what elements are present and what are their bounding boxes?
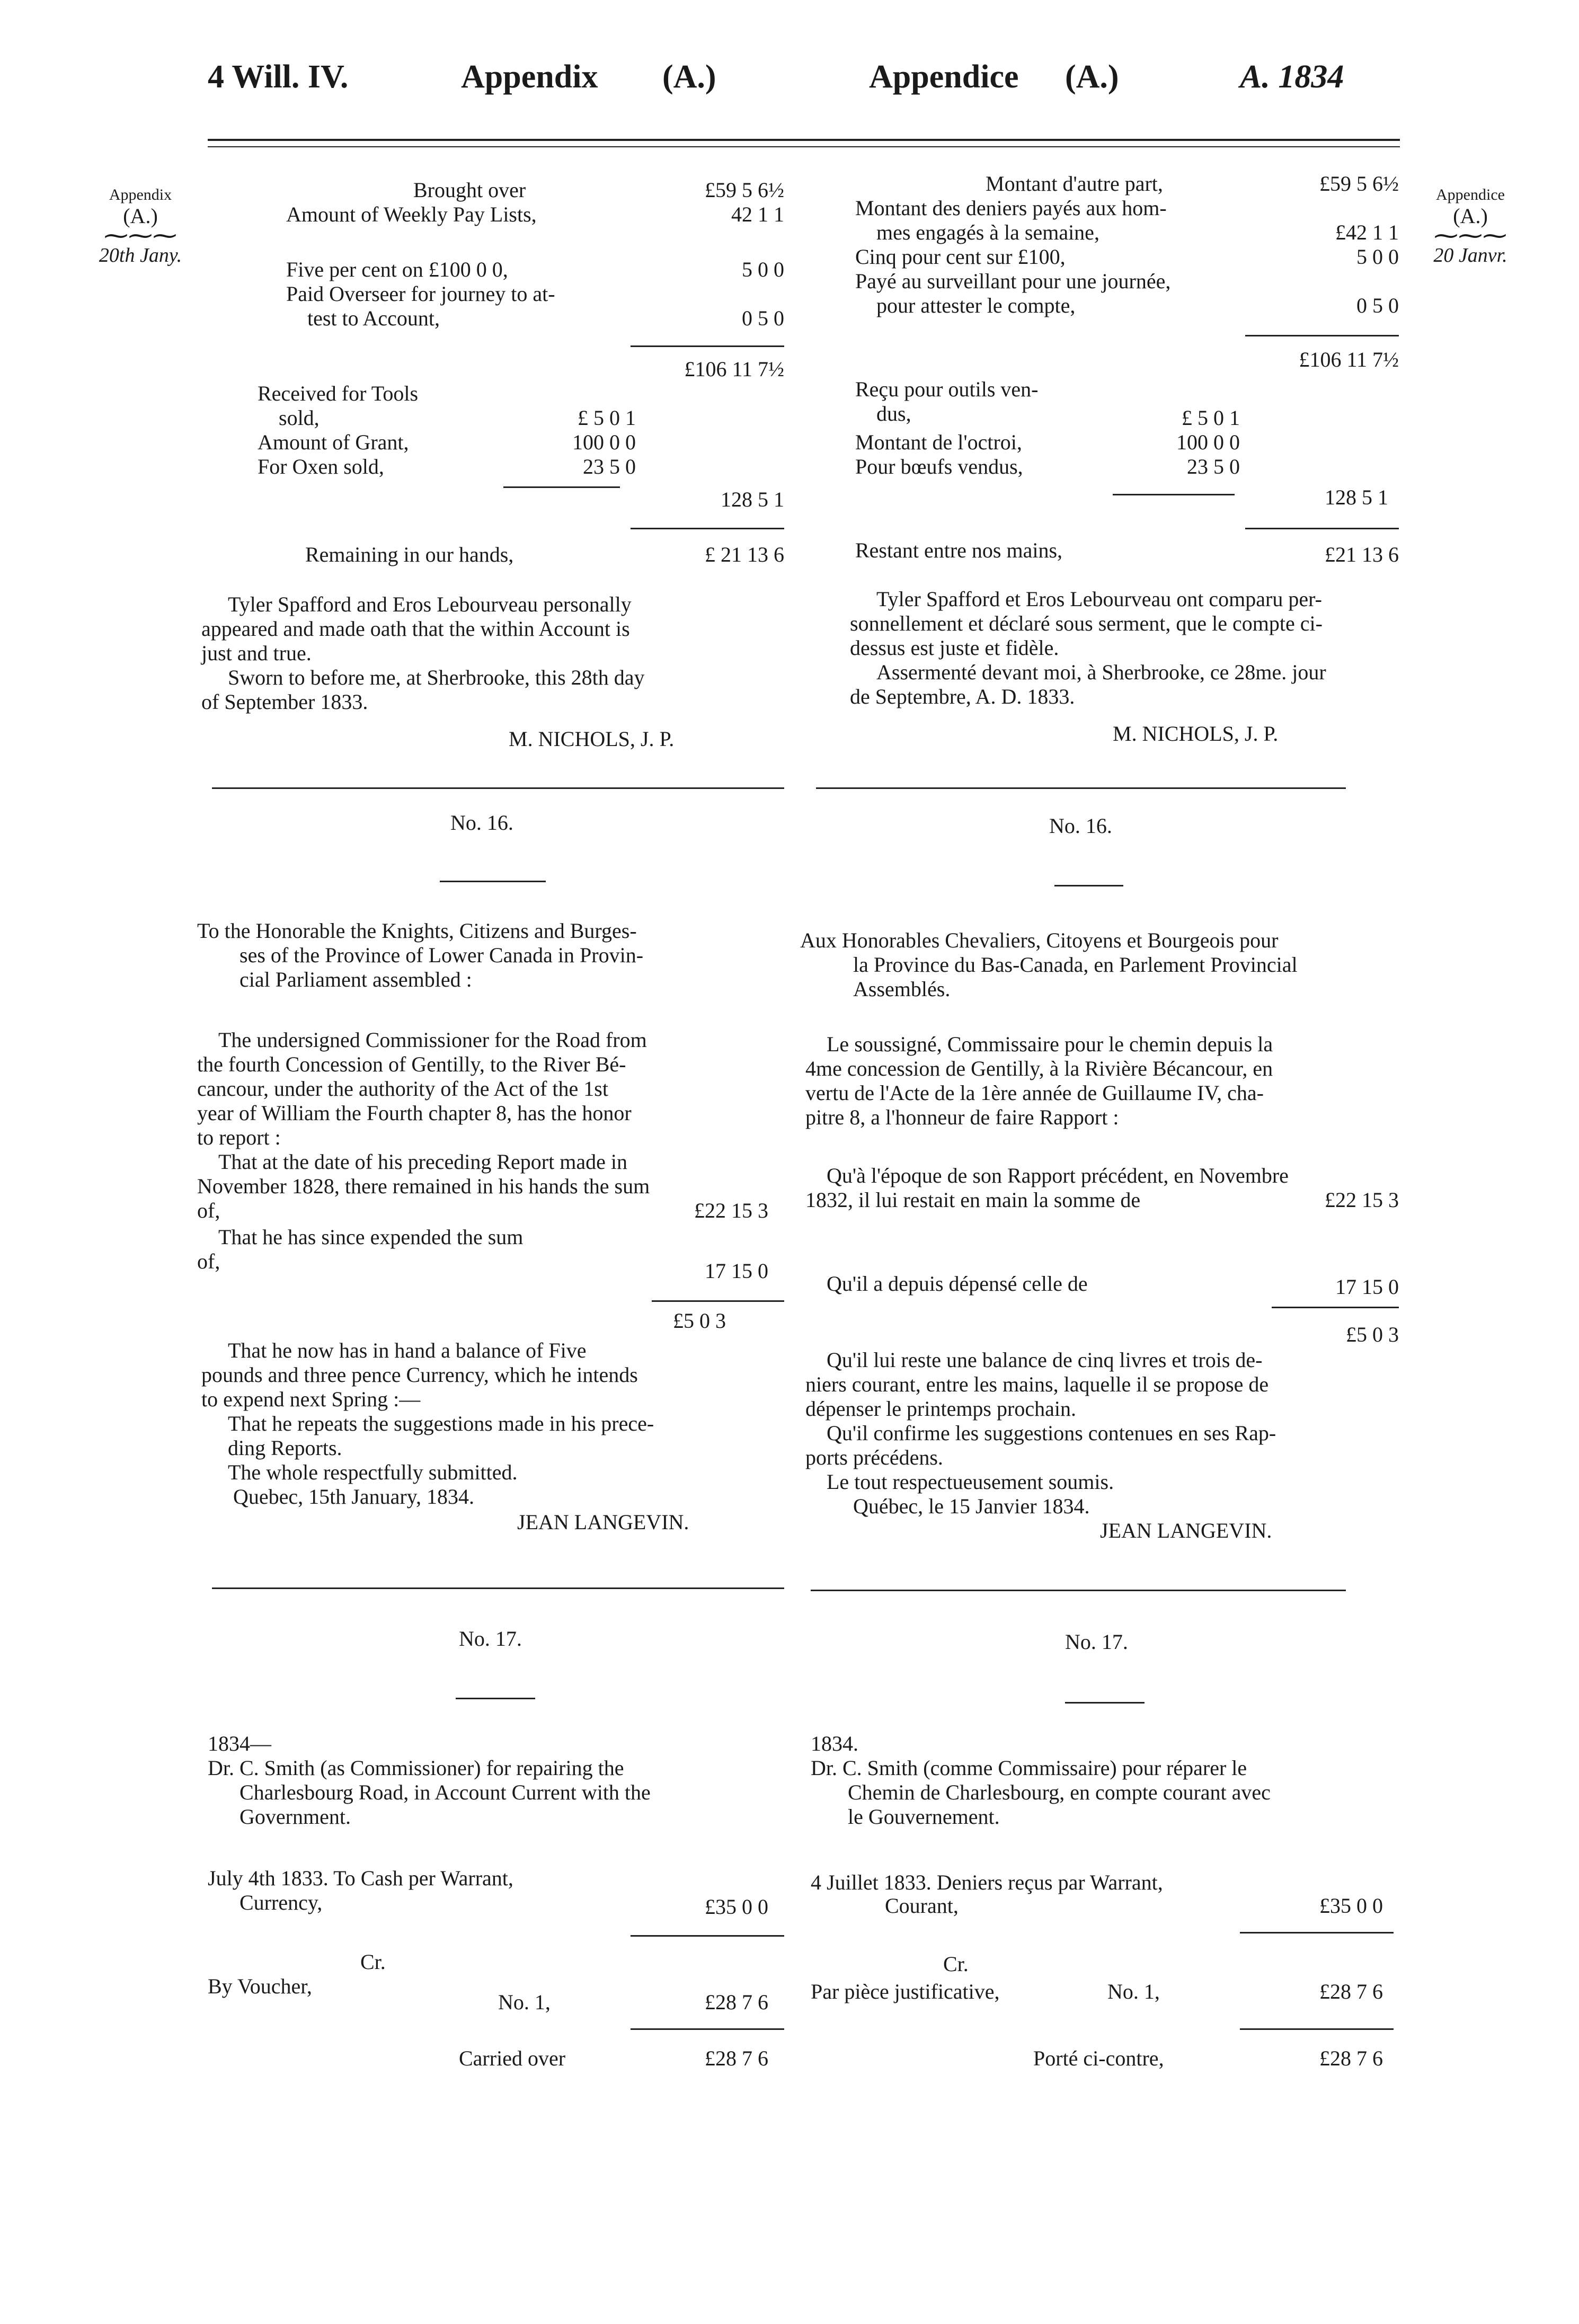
expended-amount: 17 15 0 [1335,1275,1399,1299]
account-heading-line: Chemin de Charlesbourg, en compte courant avec [848,1780,1271,1804]
received-amount: £ 5 0 1 [578,406,636,430]
account-line: Brought over [413,178,526,202]
balance-line: That he repeats the suggestions made in his prece- [228,1412,654,1435]
header-appendix-en: Appendix [461,59,598,95]
received-line: Reçu pour outils ven- [855,377,1039,401]
account-year: 1834. [811,1732,858,1755]
report-line: 1832, il lui restait en main la somme de [805,1188,1141,1212]
account-line: mes engagés à la semaine, [876,220,1099,244]
voucher-label: By Voucher, [208,1974,312,1998]
balance-line: ding Reports. [228,1436,342,1460]
balance-line: Qu'il confirme les suggestions contenues en ses Rap- [827,1421,1276,1445]
report-line: November 1828, there remained in his hands the sum [197,1174,650,1198]
header-year: A. 1834 [1240,59,1344,95]
credit-label: Cr. [360,1950,386,1974]
margin-date: 20th Jany. [99,244,182,267]
section-rule [816,787,1346,789]
oath-line: Sworn to before me, at Sherbrooke, this 28th day [228,666,645,689]
cash-line: 4 Juillet 1833. Deniers reçus par Warrant, [811,1870,1163,1894]
carried-amount: £28 7 6 [705,2046,768,2070]
petition-line: To the Honorable the Knights, Citizens and Burges- [197,919,637,943]
account-amount: £59 5 6½ [705,178,784,202]
sum-rule [652,1300,784,1302]
account-heading-line: Charlesbourg Road, in Account Current with the [239,1780,651,1804]
sum-rule [1240,2028,1394,2030]
account-line: Montant des deniers payés aux hom- [855,196,1167,220]
oath-line: appeared and made oath that the within Account is [201,617,630,641]
header-rule-thin [208,146,1400,147]
account-year: 1834— [208,1732,271,1755]
account-line: Payé au surveillant pour une journée, [855,269,1171,293]
cash-line: Courant, [885,1894,959,1918]
expended-line: That he has since expended the sum [218,1225,524,1249]
received-line: For Oxen sold, [258,455,384,478]
account-amount: 42 1 1 [731,202,784,226]
balance-line: ports précédens. [805,1445,943,1469]
remaining-label: Restant entre nos mains, [855,538,1063,562]
account-line: Five per cent on £100 0 0, [286,258,508,281]
account-heading-line: Dr. C. Smith (as Commissioner) for repairing the [208,1756,624,1780]
section-number: No. 16. [1049,814,1112,838]
account-amount: £42 1 1 [1335,220,1399,244]
remaining-amount: £ 21 13 6 [705,543,784,566]
account-line: Montant d'autre part, [986,172,1163,196]
received-amount: 23 5 0 [583,455,636,478]
oath-signature: M. NICHOLS, J. P. [509,727,675,751]
received-amount: 100 0 0 [1176,430,1240,454]
margin-letter: (A.) [1453,204,1488,228]
received-amount: 100 0 0 [572,430,636,454]
sum-rule [631,345,784,347]
header-session: 4 Will. IV. [208,59,349,95]
account-line: Paid Overseer for journey to at- [286,282,555,306]
short-rule [440,881,546,882]
balance-line: niers courant, entre les mains, laquelle il se propose de [805,1372,1269,1396]
balance-line: Québec, le 15 Janvier 1834. [853,1494,1090,1518]
account-amount: 5 0 0 [742,258,784,281]
account-amount: 0 5 0 [1356,294,1399,317]
report-signature: JEAN LANGEVIN. [1100,1519,1272,1542]
oath-line: Tyler Spafford and Eros Lebourveau personally [228,592,632,616]
header-letter-en: (A.) [662,59,716,95]
oath-line: de Septembre, A. D. 1833. [850,685,1075,708]
report-line: to report : [197,1125,281,1149]
flourish-icon: ⁓⁓⁓ [104,222,177,249]
petition-line: Aux Honorables Chevaliers, Citoyens et Bourgeois pour [800,928,1279,952]
sum-rule [631,528,784,529]
margin-label: Appendix [109,186,172,203]
oath-signature: M. NICHOLS, J. P. [1113,722,1279,746]
cash-line: July 4th 1833. To Cash per Warrant, [208,1866,513,1890]
total-amount: £106 11 7½ [684,357,784,381]
carried-label: Porté ci-contre, [1033,2046,1164,2070]
oath-line: Assermenté devant moi, à Sherbrooke, ce 28me. jour [876,660,1326,684]
header-appendice-fr: Appendice [869,59,1019,95]
sum-rule [631,2028,784,2030]
section-rule [212,787,784,789]
received-total: 128 5 1 [1325,485,1388,509]
credit-label: Cr. [943,1952,969,1976]
received-amount: 23 5 0 [1187,455,1240,478]
report-line: The undersigned Commissioner for the Road from [218,1028,647,1052]
balance-line: Quebec, 15th January, 1834. [233,1485,475,1509]
voucher-amount: £28 7 6 [705,1990,768,2014]
short-rule [1065,1702,1145,1704]
carried-label: Carried over [459,2046,566,2070]
petition-line: la Province du Bas-Canada, en Parlement Provincial [853,953,1298,977]
account-amount: 5 0 0 [1356,245,1399,269]
margin-letter: (A.) [123,204,158,228]
total-amount: £106 11 7½ [1299,348,1399,371]
flourish-icon: ⁓⁓⁓ [1434,222,1507,249]
sum-rule [631,1935,784,1937]
received-amount: £ 5 0 1 [1182,406,1240,430]
report-line: the fourth Concession of Gentilly, to the River Bé- [197,1052,626,1076]
remaining-amount: £21 13 6 [1325,543,1399,566]
voucher-label: Par pièce justificative, [811,1980,1000,2003]
cash-amount: £35 0 0 [705,1895,768,1919]
margin-label: Appendice [1436,186,1505,203]
received-line: Pour bœufs vendus, [855,455,1023,478]
petition-line: ses of the Province of Lower Canada in Provin- [239,943,644,967]
report-line: That at the date of his preceding Report made in [218,1150,627,1174]
sum-rule [1272,1307,1399,1308]
oath-line: sonnellement et déclaré sous serment, que le compte ci- [850,611,1323,635]
section-number: No. 17. [459,1627,522,1651]
account-amount: 0 5 0 [742,306,784,330]
report-line: 4me concession de Gentilly, à la Rivière Bécancour, en [805,1057,1273,1080]
report-line: year of William the Fourth chapter 8, has the honor [197,1101,632,1125]
account-heading-line: Government. [239,1805,351,1829]
sum-rule [1240,1932,1394,1933]
received-total: 128 5 1 [721,487,784,511]
report-line: vertu de l'Acte de la 1ère année de Guillaume IV, cha- [805,1081,1264,1105]
balance-line: The whole respectfully submitted. [228,1460,518,1484]
voucher-amount: £28 7 6 [1319,1980,1383,2003]
section-number: No. 16. [450,811,513,835]
account-line: test to Account, [307,306,440,330]
expended-line: of, [197,1249,220,1273]
cash-amount: £35 0 0 [1319,1894,1383,1918]
section-number: No. 17. [1065,1630,1128,1654]
margin-note-left [79,185,201,267]
section-rule [811,1590,1346,1591]
received-line: Montant de l'octroi, [855,430,1022,454]
balance-amount: £5 0 3 [1346,1323,1399,1346]
short-rule [1054,885,1123,886]
account-line: Amount of Weekly Pay Lists, [286,202,537,226]
voucher-number: No. 1, [498,1990,551,2014]
short-rule [456,1698,535,1699]
section-rule [212,1587,784,1589]
received-line: Received for Tools [258,382,419,405]
remained-amount: £22 15 3 [1325,1188,1399,1212]
expended-line: Qu'il a depuis dépensé celle de [827,1272,1088,1296]
margin-date: 20 Janvr. [1433,244,1507,267]
report-line: of, [197,1199,220,1222]
account-line: pour attester le compte, [876,294,1076,317]
received-line: sold, [279,406,320,430]
oath-line: Tyler Spafford et Eros Lebourveau ont comparu per- [876,587,1322,611]
account-heading-line: le Gouvernement. [848,1805,1000,1829]
sum-rule [1245,335,1399,336]
balance-line: to expend next Spring :— [201,1387,421,1411]
oath-line: of September 1833. [201,690,368,714]
account-amount: £59 5 6½ [1319,172,1399,196]
balance-line: pounds and three pence Currency, which he intends [201,1363,638,1387]
report-line: cancour, under the authority of the Act of the 1st [197,1077,608,1101]
received-line: dus, [876,402,911,425]
carried-amount: £28 7 6 [1319,2046,1383,2070]
account-line: Cinq pour cent sur £100, [855,245,1066,269]
report-line: Qu'à l'époque de son Rapport précédent, en Novembre [827,1164,1289,1187]
balance-line: That he now has in hand a balance of Five [228,1338,587,1362]
petition-line: Assemblés. [853,977,951,1001]
header-rule [208,139,1400,141]
margin-note-right [1404,185,1537,267]
remaining-label: Remaining in our hands, [305,543,514,566]
report-line: Le soussigné, Commissaire pour le chemin depuis la [827,1032,1273,1056]
balance-line: dépenser le printemps prochain. [805,1397,1076,1421]
sum-rule [1245,528,1399,529]
balance-line: Le tout respectueusement soumis. [827,1470,1114,1494]
voucher-number: No. 1, [1107,1980,1160,2003]
oath-line: just and true. [201,641,312,665]
oath-line: dessus est juste et fidèle. [850,636,1059,660]
cash-line: Currency, [239,1891,323,1914]
petition-line: cial Parliament assembled : [239,968,472,991]
balance-line: Qu'il lui reste une balance de cinq livres et trois de- [827,1348,1263,1372]
remained-amount: £22 15 3 [694,1199,768,1222]
report-signature: JEAN LANGEVIN. [517,1510,689,1534]
header-letter-fr: (A.) [1065,59,1119,95]
received-line: Amount of Grant, [258,430,409,454]
expended-amount: 17 15 0 [705,1259,768,1283]
account-heading-line: Dr. C. Smith (comme Commissaire) pour réparer le [811,1756,1247,1780]
balance-amount: £5 0 3 [673,1309,726,1333]
report-line: pitre 8, a l'honneur de faire Rapport : [805,1105,1119,1129]
